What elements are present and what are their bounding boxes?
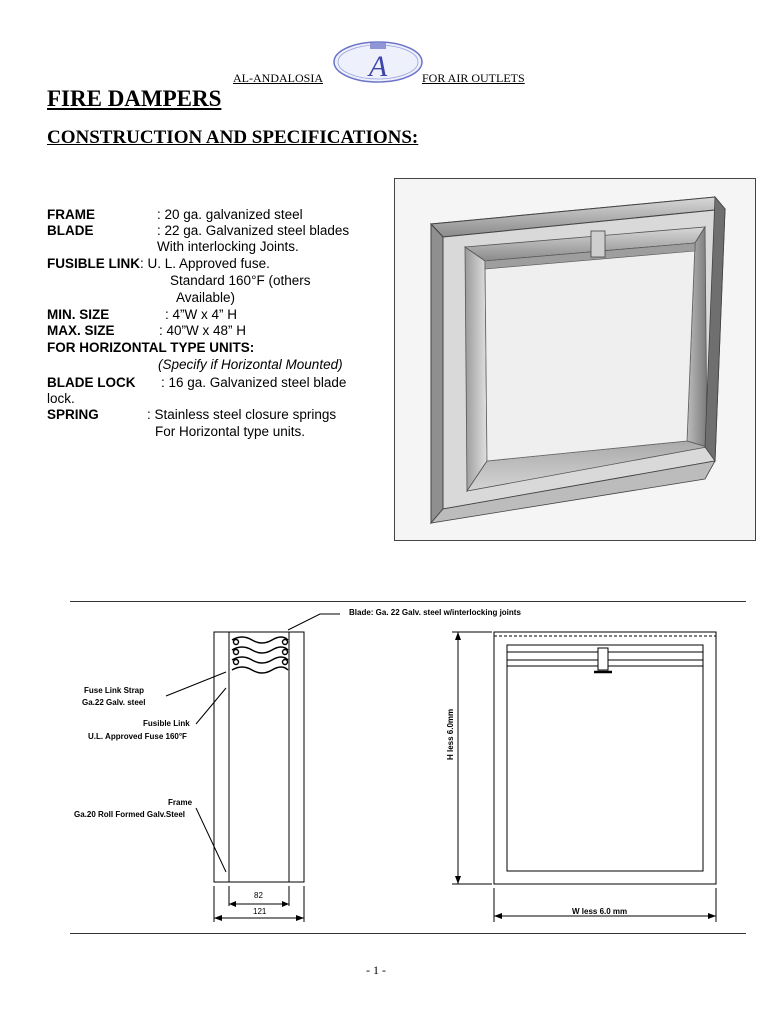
side-view-frame: [214, 632, 304, 882]
label-frame-1: Frame: [168, 798, 193, 807]
page-title: FIRE DAMPERS: [47, 86, 222, 111]
company-logo-icon: [332, 40, 424, 84]
logo-letter: A: [368, 50, 388, 83]
page-number: - 1 -: [366, 963, 386, 977]
label-fuse-strap-2: Ga.22 Galv. steel: [82, 698, 146, 707]
spec-bladelock-value-2: lock.: [47, 391, 75, 406]
dimension-height: H less 6.0mm: [446, 708, 455, 760]
section-subtitle: CONSTRUCTION AND SPECIFICATIONS:: [47, 127, 419, 148]
spec-blade: [47, 222, 349, 239]
spec-fusible-value-2: Standard 160°F (others: [170, 273, 311, 288]
spec-fusible-value-3: Available): [176, 290, 236, 305]
spec-min-label: MIN. SIZE: [47, 307, 110, 322]
spec-spring-value-2: For Horizontal type units.: [155, 424, 306, 439]
label-fuse-strap-1: Fuse Link Strap: [84, 686, 145, 695]
damper-photo-illustration: [395, 179, 755, 540]
dimension-121: 121: [253, 907, 267, 916]
spec-blade-lock: [47, 374, 346, 391]
product-photo: [394, 178, 756, 541]
spec-blade-value-2: With interlocking Joints.: [157, 239, 299, 254]
spec-spring-value: : Stainless steel closure springs: [147, 407, 337, 422]
spec-bladelock-label: BLADE LOCK: [47, 375, 136, 390]
spec-fusible: [47, 255, 270, 272]
spec-min-value: : 4”W x 4” H: [165, 307, 238, 322]
spec-frame-label: FRAME: [47, 207, 95, 222]
spec-spring: [47, 406, 336, 423]
spec-horizontal-label: FOR HORIZONTAL TYPE UNITS:: [47, 340, 255, 355]
technical-drawing: [0, 600, 768, 934]
spec-blade-value: : 22 ga. Galvanized steel blades: [157, 223, 350, 238]
spec-fusible-value: : U. L. Approved fuse.: [140, 256, 270, 271]
label-frame-2: Ga.20 Roll Formed Galv.Steel: [74, 810, 185, 819]
label-fusible-link-1: Fusible Link: [143, 719, 190, 728]
dimension-width: W less 6.0 mm: [572, 907, 628, 916]
spec-max-size: [47, 322, 246, 339]
spec-bladelock-value: : 16 ga. Galvanized steel blade: [161, 375, 347, 390]
spec-max-label: MAX. SIZE: [47, 323, 115, 338]
spec-frame-value: : 20 ga. galvanized steel: [157, 207, 303, 222]
spec-max-value: : 40”W x 48” H: [159, 323, 247, 338]
header-company-name: AL-ANDALOSIA: [233, 71, 323, 85]
label-fusible-link-2: U.L. Approved Fuse 160°F: [88, 732, 187, 741]
spec-frame: [47, 206, 303, 223]
spec-fusible-label: FUSIBLE LINK: [47, 256, 140, 271]
side-view-blade-stack: [232, 637, 288, 673]
spec-blade-label: BLADE: [47, 223, 94, 238]
label-blade-note: Blade: Ga. 22 Galv. steel w/interlocking joints: [349, 608, 521, 617]
spec-spring-label: SPRING: [47, 407, 99, 422]
header-tagline: FOR AIR OUTLETS: [422, 71, 525, 85]
spec-horizontal-note: (Specify if Horizontal Mounted): [158, 357, 343, 372]
dimension-82: 82: [254, 891, 263, 900]
spec-min-size: [47, 306, 237, 323]
